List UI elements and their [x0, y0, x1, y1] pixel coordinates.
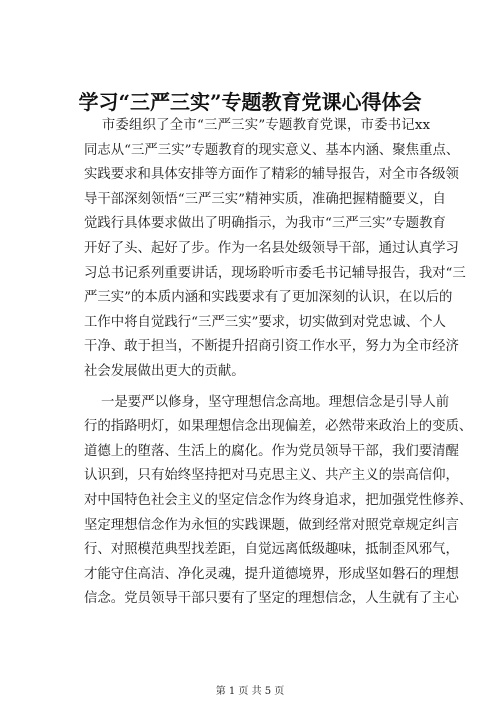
text-line: 社会发展做出更大的贡献。	[84, 363, 245, 379]
paragraph-1	[84, 114, 466, 385]
text-line: 开好了头、起好了步。作为一名县处级领导干部，通过认真学习	[84, 240, 459, 256]
document-title: 学习“三严三实”专题教育党课心得体会	[78, 90, 422, 114]
text-line: 导干部深刻领悟“三严三实”精神实质，准确把握精髓要义，自	[84, 191, 446, 207]
text-line: 对中国特色社会主义的坚定信念作为终身追求，把加强党性修养、	[84, 492, 473, 508]
text-line: 才能守住高洁、净化灵魂，提升道德境界，形成坚如磐石的理想	[84, 566, 459, 582]
paragraph-2	[84, 391, 473, 612]
text-line: 市委组织了全市“三严三实”专题教育党课，市委书记xx	[84, 118, 430, 133]
text-line: 一是要严以修身，坚守理想信念高地。理想信念是引导人前	[84, 394, 450, 410]
text-line: 觉践行具体要求做出了明确指示，为我市“三严三实”专题教育	[84, 216, 446, 232]
text-line: 实践要求和具体安排等方面作了精彩的辅导报告，对全市各级领	[84, 167, 459, 183]
text-line: 坚定理想信念作为永恒的实践课题，做到经常对照党章规定纠言	[84, 517, 459, 533]
text-line: 工作中将自觉践行“三严三实”要求，切实做到对党忠诚、个人	[84, 314, 446, 330]
text-line: 同志从“三严三实”专题教育的现实意义、基本内涵、聚焦重点、	[84, 142, 460, 158]
text-line: 习总书记系列重要讲话，现场聆听市委毛书记辅导报告，我对“三	[84, 265, 466, 281]
text-line: 干净、敢于担当，不断提升招商引资工作水平，努力为全市经济	[84, 339, 459, 355]
text-line: 行、对照模范典型找差距，自觉远离低级趣味，抵制歪风邪气，	[84, 542, 459, 558]
text-line: 行的指路明灯，如果理想信念出现偏差，必然带来政治上的变质、	[84, 419, 473, 435]
text-line: 道德上的堕落、生活上的腐化。作为党员领导干部，我们要清醒	[84, 443, 459, 459]
text-line: 信念。党员领导干部只要有了坚定的理想信念，人生就有了主心	[84, 591, 459, 607]
page-number-footer: 第 1 页 共 5 页	[215, 686, 285, 697]
text-line: 严三实”的本质内涵和实践要求有了更加深刻的认识，在以后的	[84, 290, 453, 306]
document-body	[84, 114, 473, 612]
text-line: 认识到，只有始终坚持把对马克思主义、共产主义的崇高信仰，	[84, 468, 459, 484]
